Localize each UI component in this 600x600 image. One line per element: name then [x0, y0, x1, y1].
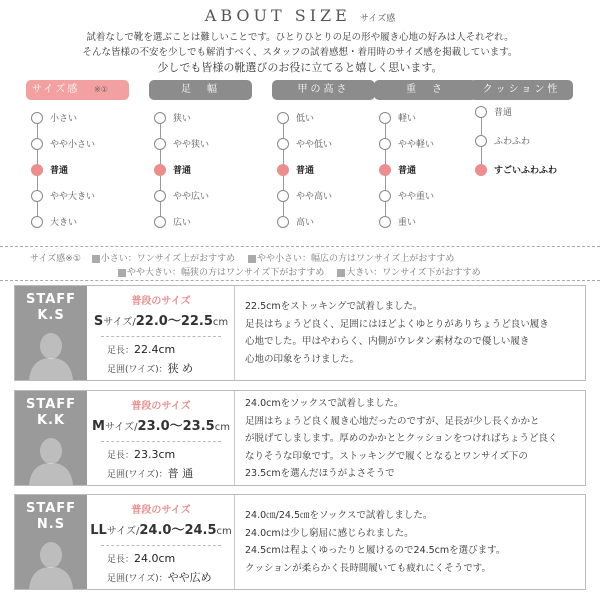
circle-icon: [277, 138, 289, 150]
staff-label: STAFF: [25, 501, 77, 516]
option-label: 小さい: [50, 114, 78, 124]
circle-icon: [379, 216, 391, 228]
staff-size-info: [87, 286, 235, 380]
circle-icon: [154, 190, 166, 202]
circle-icon: [31, 138, 43, 150]
scale-1: [149, 80, 252, 228]
selected-dot-icon: [277, 164, 289, 176]
circle-icon: [31, 112, 43, 124]
option-label: ふわふわ: [494, 137, 531, 147]
usual-size-label: 普段のサイズ: [131, 296, 191, 307]
foot-width: 足囲(ワイズ)：狭 め: [107, 362, 194, 375]
usual-size: Mサイズ/23.0〜23.5cm: [92, 419, 230, 434]
comment-line: 24.0㎝/24.5㎝をソックスで試着しました。: [245, 510, 433, 521]
scale-4: [470, 80, 573, 176]
option-label: 低い: [296, 114, 315, 124]
circle-icon: [154, 138, 166, 150]
circle-icon: [154, 216, 166, 228]
title-en: ABOUT SIZE: [204, 6, 351, 25]
option-label: やや大きい: [50, 192, 96, 202]
staff-label: STAFF: [25, 292, 77, 307]
square-icon: [118, 269, 126, 277]
circle-icon: [31, 216, 43, 228]
size-scales: [26, 80, 576, 240]
foot-length: 足長：22.4cm: [107, 343, 176, 356]
circle-icon: [31, 190, 43, 202]
staff-card: [14, 390, 586, 486]
scale-title: クッション性: [470, 80, 573, 100]
option-label: やや広い: [173, 192, 210, 202]
circle-icon: [277, 112, 289, 124]
legend-item: やや大きい：幅狭の方はワンサイズ下がおすすめ: [118, 265, 324, 278]
comment-line: クッションが柔らかく長時間履いても疲れにくそうです。: [245, 562, 492, 574]
option-label: やや狭い: [173, 140, 210, 150]
option-label: 普通: [494, 108, 513, 118]
staff-comment: [245, 507, 585, 577]
person-icon: [25, 537, 77, 589]
legend-item: 大きい：ワンサイズ下がおすすめ: [337, 265, 480, 278]
comment-line: 22.5cmをストッキングで試着しました。: [245, 301, 423, 312]
scale-title: 足 幅: [149, 80, 252, 100]
square-icon: [337, 269, 345, 277]
staff-card: [14, 494, 586, 590]
circle-icon: [154, 112, 166, 124]
foot-width: 足囲(ワイズ)：普 通: [107, 467, 194, 480]
staff-photo: [15, 286, 87, 380]
selected-dot-icon: [379, 164, 391, 176]
staff-initials: K.S: [37, 308, 65, 323]
staff-size-info: [87, 391, 235, 485]
divider: [0, 246, 600, 247]
staff-label: STAFF: [25, 397, 77, 412]
divider: [101, 545, 221, 546]
usual-size-label: 普段のサイズ: [131, 505, 191, 516]
comment-line: 24.0cmをソックスで試着しました。: [245, 398, 404, 409]
comment-line: なりそうな印象です。ストッキングで履くとなるとワンサイズ下の: [245, 450, 528, 462]
scale-title: サイズ感: [26, 80, 129, 100]
scale-2: [272, 80, 375, 228]
legend-row2: [118, 265, 600, 278]
comment-line: 足囲はちょうど良く履き心地だったのですが、足長が少し長くかかと: [245, 415, 540, 427]
option-label: 高い: [296, 218, 315, 228]
legend: [30, 251, 590, 264]
staff-size-info: [87, 495, 235, 589]
usual-size-label: 普段のサイズ: [131, 401, 191, 412]
staff-initials: N.S: [36, 517, 66, 532]
circle-icon: [475, 106, 487, 118]
legend-item: やや小さい：幅広の方はワンサイズ上がおすすめ: [248, 251, 454, 264]
scale-0: [26, 80, 129, 228]
usual-size: Sサイズ/22.0〜22.5cm: [93, 314, 229, 329]
comment-line: 足長はちょうど良く、足囲にはほどよくゆとりがありちょうど良い履き: [245, 318, 549, 330]
scale-note: ※①: [94, 85, 108, 94]
option-label: 普通: [173, 166, 192, 176]
page-title: [0, 6, 600, 25]
scale-3: [374, 80, 477, 228]
legend-key: サイズ感※①: [30, 254, 81, 264]
selected-dot-icon: [475, 164, 487, 176]
staff-initials: K.K: [36, 413, 66, 428]
option-label: 広い: [173, 218, 192, 228]
option-label: やや軽い: [398, 140, 435, 150]
square-icon: [92, 255, 100, 263]
foot-length: 足長：23.3cm: [107, 448, 176, 461]
comment-line: 24.5cmは程よくゆったりと履けるので24.5cmを選びます。: [245, 545, 506, 556]
circle-icon: [277, 190, 289, 202]
intro-text: [0, 30, 600, 75]
staff-comment: [245, 395, 585, 483]
square-icon: [248, 255, 256, 263]
staff-photo: [15, 495, 87, 589]
foot-width: 足囲(ワイズ)：やや広め: [107, 571, 212, 584]
circle-icon: [277, 216, 289, 228]
staff-card: [14, 285, 586, 381]
intro-line: 試着なしで靴を選ぶことは難しいことです。ひとりひとりの足の形や履き心地の好みは人それぞれ。: [86, 32, 514, 43]
comment-line: が脱げてしまします。厚めのかかととクッションをつければちょうど良く: [245, 433, 558, 444]
option-label: 普通: [50, 166, 69, 176]
circle-icon: [379, 190, 391, 202]
comment-line: 心地でした。甲はやわらく、内側がウレタン素材なので優しい履き: [245, 336, 530, 347]
person-icon: [25, 328, 77, 380]
circle-icon: [379, 138, 391, 150]
foot-length: 足長：24.0cm: [107, 552, 176, 565]
selected-dot-icon: [31, 164, 43, 176]
scale-title: 甲の高さ: [272, 80, 375, 100]
person-icon: [25, 433, 77, 485]
intro-line: そんな皆様の不安を少しでも解消すべく、スタッフの試着感想・着用時のサイズ感を掲載しています。: [82, 47, 518, 58]
scale-title: 重 さ: [374, 80, 477, 100]
option-label: やや小さい: [50, 140, 96, 150]
selected-dot-icon: [154, 164, 166, 176]
option-label: 普通: [398, 166, 417, 176]
option-label: 軽い: [398, 114, 417, 124]
divider: [0, 280, 600, 281]
option-label: やや低い: [296, 140, 333, 150]
intro-line: 少しでも皆様の靴選びのお役に立てると嬉しく思います。: [157, 61, 443, 74]
comment-line: 24.0cmは少し窮屈に感じられました。: [245, 527, 414, 539]
option-label: 重い: [398, 218, 417, 228]
comment-line: 23.5cmを選んだほうがよさそうで: [245, 468, 395, 479]
circle-icon: [475, 135, 487, 147]
option-label: 狭い: [173, 114, 192, 124]
title-jp: サイズ感: [359, 14, 396, 24]
option-label: やや高い: [296, 192, 333, 202]
divider: [101, 336, 221, 337]
comment-line: 心地の印象をうけました。: [245, 353, 360, 365]
option-label: すごいふわふわ: [494, 166, 558, 176]
staff-comment: [245, 298, 585, 368]
divider: [101, 441, 221, 442]
legend-item: 小さい：ワンサイズ上がおすすめ: [92, 251, 235, 264]
usual-size: LLサイズ/24.0〜24.5cm: [90, 523, 232, 538]
option-label: やや重い: [398, 192, 435, 202]
staff-photo: [15, 391, 87, 485]
option-label: 普通: [296, 166, 315, 176]
circle-icon: [379, 112, 391, 124]
option-label: 大きい: [50, 218, 78, 228]
